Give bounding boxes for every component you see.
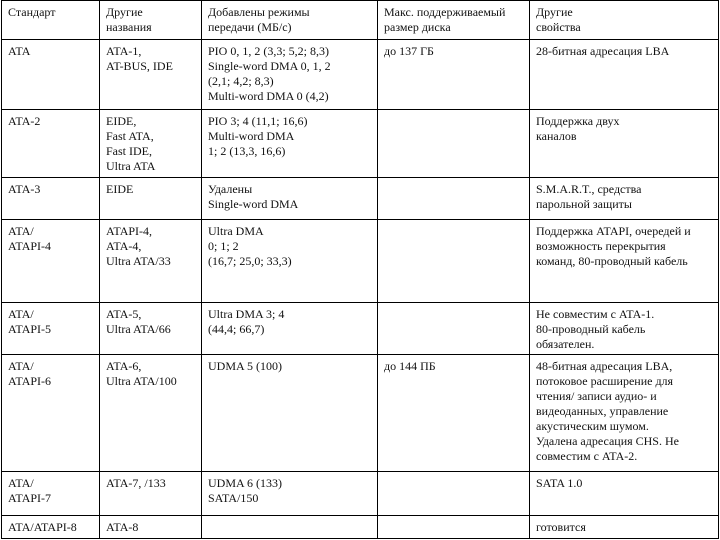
cell-line: 1; 2 (13,3, 16,6) xyxy=(208,144,286,158)
cell-other-features xyxy=(530,220,719,303)
table-row xyxy=(2,110,719,178)
cell-other-features xyxy=(530,303,719,355)
cell-max-disk-size xyxy=(378,40,530,110)
cell-line: Стандарт xyxy=(8,5,56,19)
cell-line: 0; 1; 2 xyxy=(208,239,239,253)
ata-standards-table xyxy=(1,0,719,539)
cell-line: Другие xyxy=(536,5,573,19)
cell-line: SATA/150 xyxy=(208,491,259,505)
cell-max-disk-size xyxy=(378,516,530,539)
cell-max-disk-size xyxy=(378,303,530,355)
cell-line: Single-word DMA 0, 1, 2 xyxy=(208,59,331,73)
cell-transfer-modes xyxy=(202,355,378,472)
cell-other-names xyxy=(100,355,202,472)
cell-line: Multi-word DMA xyxy=(208,129,295,143)
cell-line: (44,4; 66,7) xyxy=(208,322,265,336)
table-row xyxy=(2,472,719,516)
table-row xyxy=(2,355,719,472)
cell-line: потоковое расширение для xyxy=(536,374,674,388)
cell-line: Multi-word DMA 0 (4,2) xyxy=(208,89,329,103)
cell-line: каналов xyxy=(536,129,577,143)
cell-transfer-modes xyxy=(202,472,378,516)
header-cell-max-disk-size xyxy=(378,1,530,40)
cell-line: Добавлены режимы xyxy=(208,5,310,19)
cell-line: до 144 ПБ xyxy=(384,359,436,373)
cell-line: Ultra DMA xyxy=(208,224,264,238)
cell-standard xyxy=(2,40,100,110)
cell-line: EIDE xyxy=(106,182,134,196)
cell-line: 28-битная адресация LBA xyxy=(536,44,670,58)
table-row xyxy=(2,303,719,355)
cell-line: названия xyxy=(106,20,152,34)
cell-line: UDMA 6 (133) xyxy=(208,476,282,490)
cell-max-disk-size xyxy=(378,178,530,220)
cell-line: AT-BUS, IDE xyxy=(106,59,173,73)
cell-transfer-modes xyxy=(202,178,378,220)
header-cell-transfer-modes xyxy=(202,1,378,40)
cell-standard xyxy=(2,516,100,539)
cell-other-names xyxy=(100,303,202,355)
cell-other-features xyxy=(530,110,719,178)
cell-line: Ultra ATA/33 xyxy=(106,254,171,268)
cell-line: Ultra ATA/66 xyxy=(106,322,171,336)
cell-line: SATA 1.0 xyxy=(536,476,583,490)
cell-line: размер диска xyxy=(384,20,451,34)
cell-other-features xyxy=(530,355,719,472)
cell-line: до 137 ГБ xyxy=(384,44,434,58)
cell-standard xyxy=(2,355,100,472)
cell-line: ATA-3 xyxy=(8,182,41,196)
cell-line: ATAPI-4 xyxy=(8,239,52,253)
cell-line: Макс. поддерживаемый xyxy=(384,5,506,19)
cell-line: ATA-2 xyxy=(8,114,41,128)
cell-max-disk-size xyxy=(378,355,530,472)
cell-other-names xyxy=(100,220,202,303)
cell-transfer-modes xyxy=(202,40,378,110)
header-cell-other-features xyxy=(530,1,719,40)
cell-line: ATA-1, xyxy=(106,44,142,58)
cell-line: ATA xyxy=(8,44,31,58)
cell-line: возможность перекрытия xyxy=(536,239,666,253)
cell-other-features xyxy=(530,516,719,539)
cell-line: Поддержка двух xyxy=(536,114,620,128)
cell-other-names xyxy=(100,516,202,539)
table-body xyxy=(2,1,719,539)
cell-line: Single-word DMA xyxy=(208,197,299,211)
cell-line: EIDE, xyxy=(106,114,137,128)
cell-line: PIO 3; 4 (11,1; 16,6) xyxy=(208,114,308,128)
cell-max-disk-size xyxy=(378,472,530,516)
header-cell-standard xyxy=(2,1,100,40)
cell-other-features xyxy=(530,178,719,220)
cell-line: ATAPI-7 xyxy=(8,491,52,505)
cell-line: Не совместим с ATA-1. xyxy=(536,307,655,321)
cell-line: Удалены xyxy=(208,182,253,196)
cell-transfer-modes xyxy=(202,516,378,539)
cell-max-disk-size xyxy=(378,220,530,303)
table-row xyxy=(2,516,719,539)
cell-transfer-modes xyxy=(202,110,378,178)
cell-standard xyxy=(2,303,100,355)
header-row xyxy=(2,1,719,40)
cell-line: парольной защиты xyxy=(536,197,632,211)
cell-line: Другие xyxy=(106,5,143,19)
cell-max-disk-size xyxy=(378,110,530,178)
cell-line: 80-проводный кабель xyxy=(536,322,646,336)
cell-line: UDMA 5 (100) xyxy=(208,359,282,373)
cell-other-names xyxy=(100,40,202,110)
cell-line: готовится xyxy=(536,520,586,534)
cell-line: ATA-4, xyxy=(106,239,142,253)
cell-line: акустическим шумом. xyxy=(536,419,649,433)
cell-line: команд, 80-проводный кабель xyxy=(536,254,688,268)
cell-line: ATA/ xyxy=(8,476,34,490)
cell-line: ATAPI-6 xyxy=(8,374,52,388)
cell-line: (16,7; 25,0; 33,3) xyxy=(208,254,292,268)
cell-standard xyxy=(2,220,100,303)
cell-line: Ultra ATA/100 xyxy=(106,374,177,388)
header-cell-other-names xyxy=(100,1,202,40)
cell-line: передачи (МБ/c) xyxy=(208,20,292,34)
table-row xyxy=(2,220,719,303)
cell-line: PIO 0, 1, 2 (3,3; 5,2; 8,3) xyxy=(208,44,329,58)
table-row xyxy=(2,40,719,110)
cell-line: свойства xyxy=(536,20,581,34)
cell-line: ATA/ xyxy=(8,307,34,321)
cell-line: ATA-5, xyxy=(106,307,142,321)
cell-other-features xyxy=(530,472,719,516)
cell-transfer-modes xyxy=(202,220,378,303)
table-row xyxy=(2,178,719,220)
cell-line: обязателен. xyxy=(536,337,595,351)
cell-line: Ultra ATA xyxy=(106,159,156,173)
cell-other-names xyxy=(100,110,202,178)
cell-line: ATAPI-4, xyxy=(106,224,153,238)
cell-other-features xyxy=(530,40,719,110)
cell-standard xyxy=(2,178,100,220)
cell-line: ATA-6, xyxy=(106,359,142,373)
cell-line: совместим с ATA-2. xyxy=(536,449,638,463)
cell-transfer-modes xyxy=(202,303,378,355)
cell-line: 48-битная адресация LBA, xyxy=(536,359,673,373)
cell-line: (2,1; 4,2; 8,3) xyxy=(208,74,274,88)
cell-line: ATAPI-5 xyxy=(8,322,52,336)
cell-standard xyxy=(2,472,100,516)
cell-line: S.M.A.R.T., средства xyxy=(536,182,642,196)
cell-line: Fast IDE, xyxy=(106,144,152,158)
cell-line: чтения/ записи аудио- и xyxy=(536,389,657,403)
cell-line: Ultra DMA 3; 4 xyxy=(208,307,285,321)
cell-other-names xyxy=(100,472,202,516)
cell-line: ATA/ xyxy=(8,359,34,373)
cell-line: ATA/ xyxy=(8,224,34,238)
cell-line: ATA-8 xyxy=(106,520,139,534)
cell-standard xyxy=(2,110,100,178)
cell-line: Fast ATA, xyxy=(106,129,154,143)
cell-line: ATA-7, /133 xyxy=(106,476,166,490)
cell-line: Поддержка ATAPI, очередей и xyxy=(536,224,691,238)
cell-other-names xyxy=(100,178,202,220)
cell-line: видеоданных, управление xyxy=(536,404,669,418)
cell-line: ATA/ATAPI-8 xyxy=(8,520,77,534)
cell-line: Удалена адресация CHS. Не xyxy=(536,434,679,448)
